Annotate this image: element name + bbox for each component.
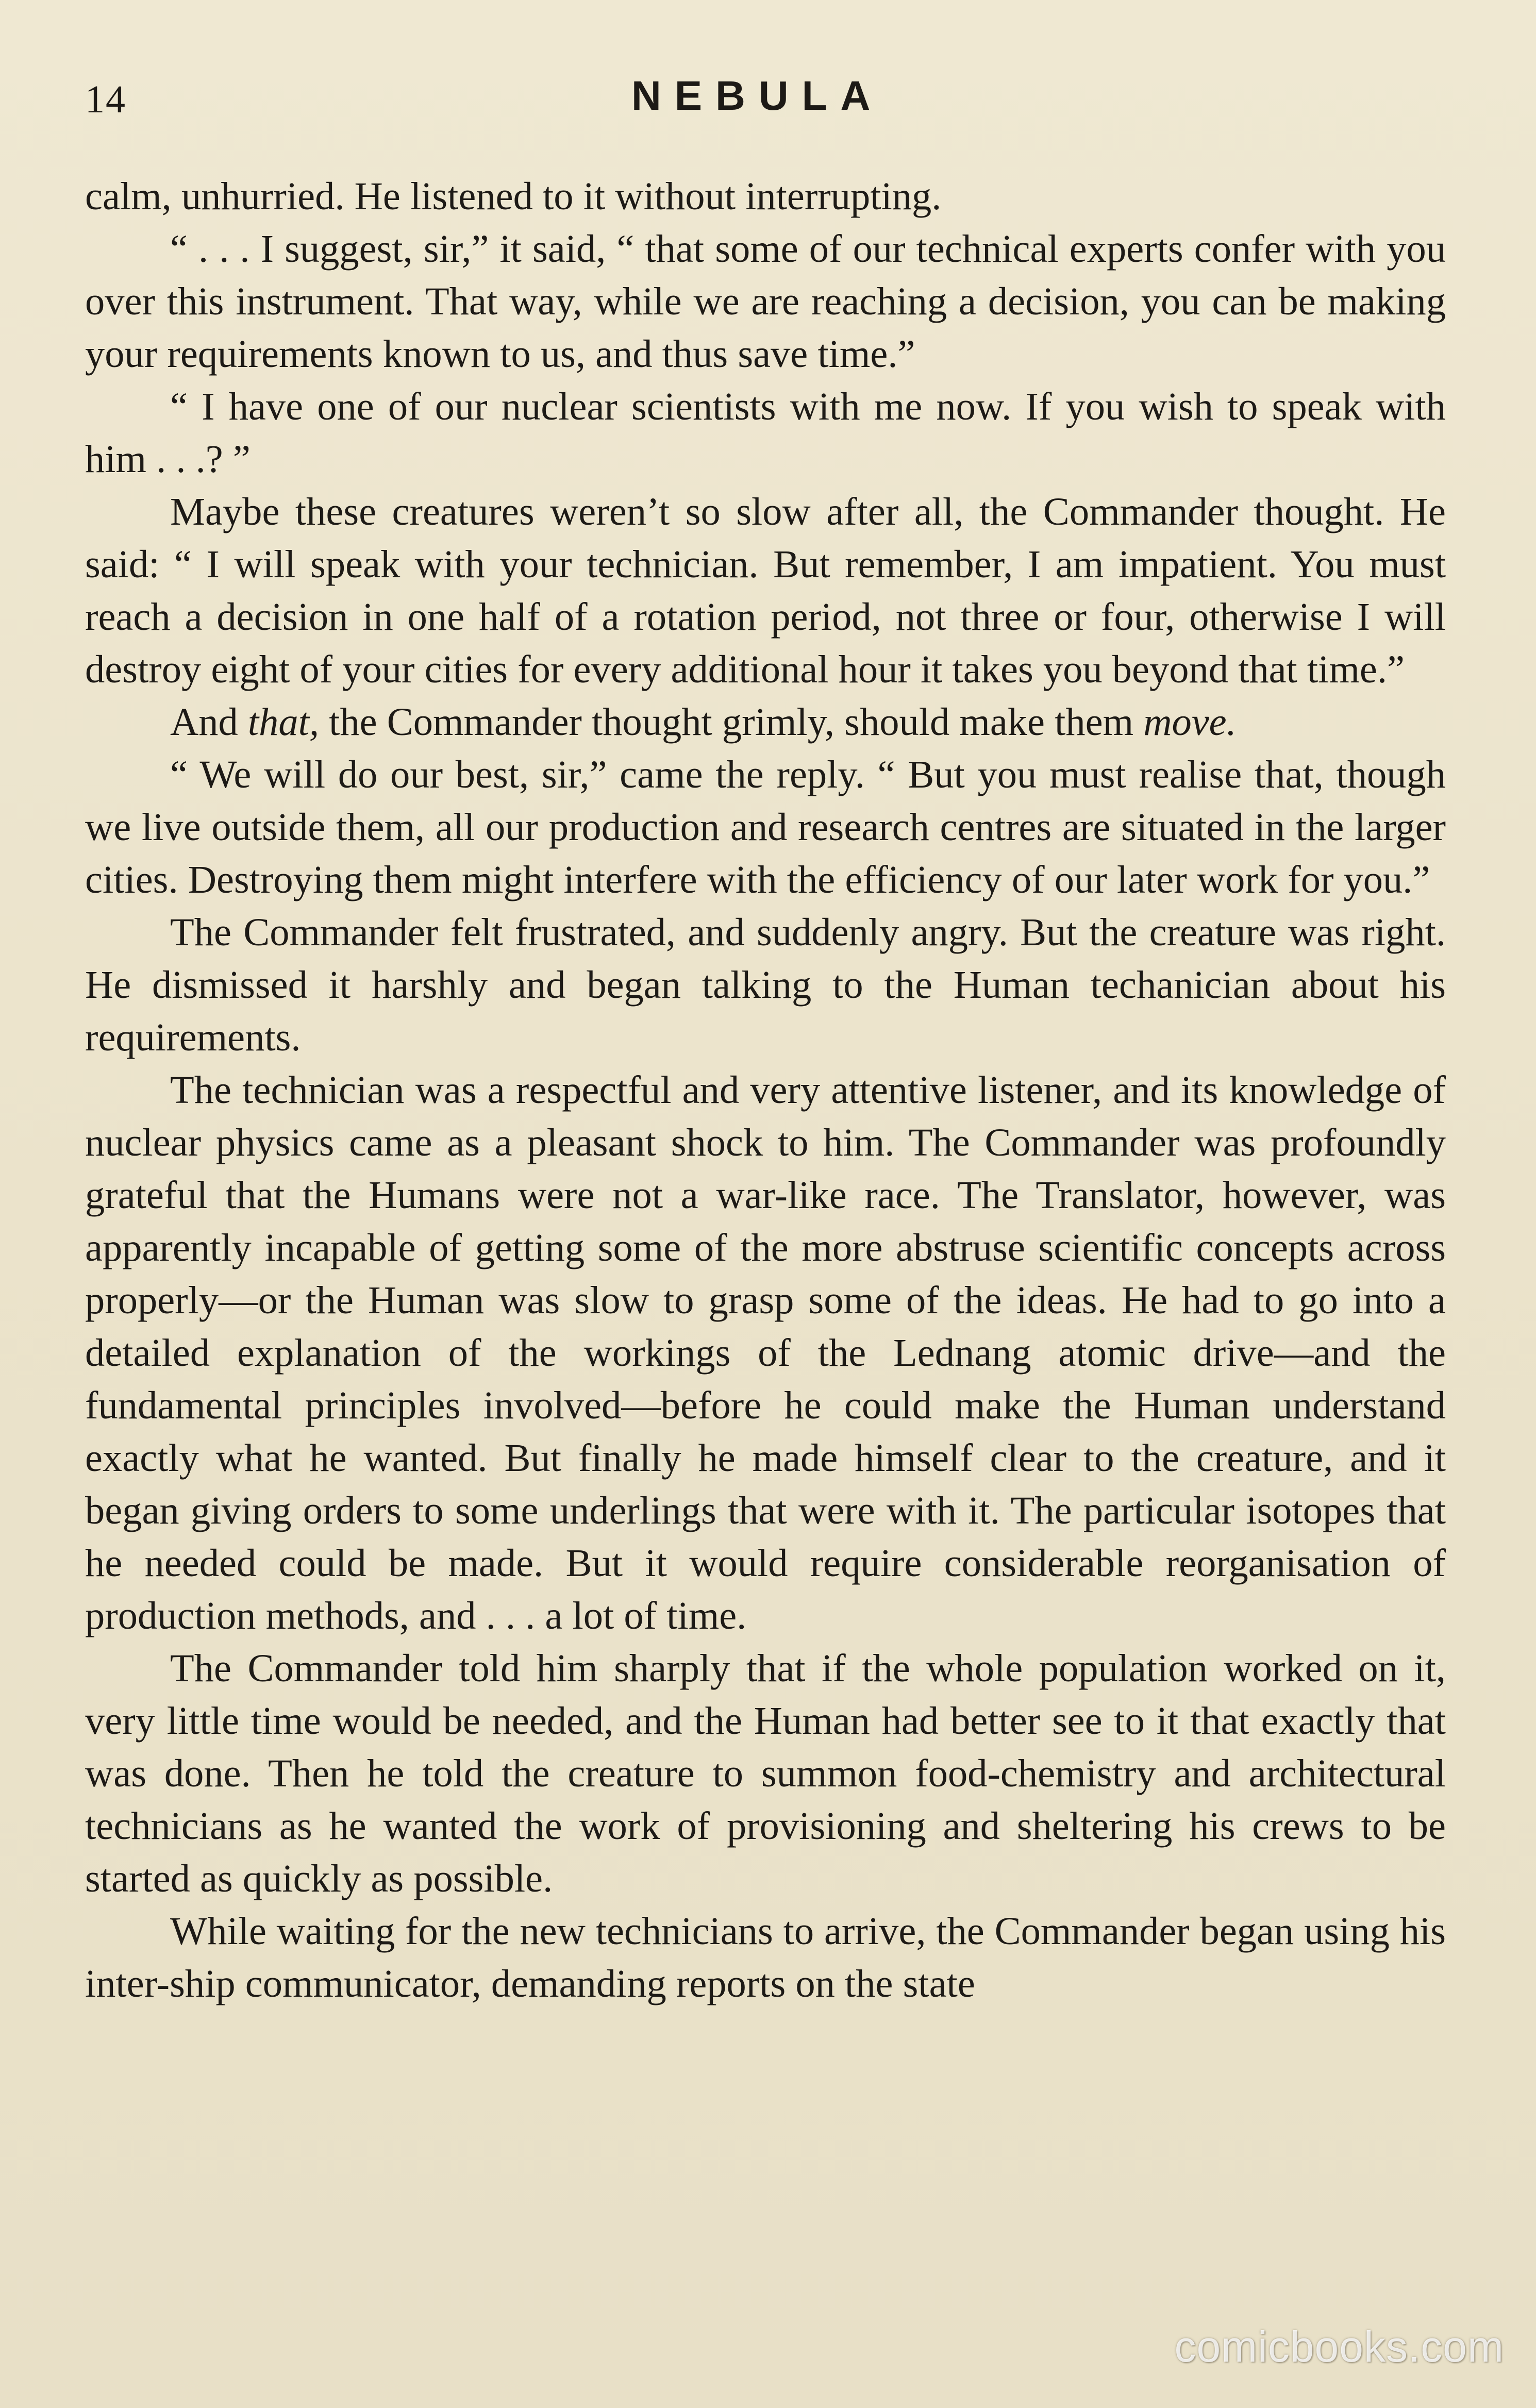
paragraph [85, 380, 1446, 486]
running-title: NEBULA [631, 73, 884, 119]
text-run: “ We will do our best, sir,” came the reply. “ But you must realise that, though we live outside them, all our production and research centres are situated in the larger cities. Destroying them might interfere with the efficiency of our later work for you.” [85, 752, 1446, 901]
story-text [85, 170, 1446, 2010]
text-run: The Commander told him sharply that if the whole population worked on it, very little time would be needed, and the Human had better see to it that exactly that was done. Then he told the creature to summon food-chemistry and architectural technicians as he wanted the work of provisioning and sheltering his crews to be started as quickly as possible. [85, 1646, 1446, 1900]
paragraph [85, 1905, 1446, 2010]
paragraph [85, 170, 1446, 223]
page-header [85, 72, 1446, 129]
text-run: The Commander felt frustrated, and suddenly angry. But the creature was right. He dismissed it harshly and began talking to the Human techanician about his requirements. [85, 910, 1446, 1059]
page-number: 14 [85, 78, 126, 121]
text-run: While waiting for the new technicians to arrive, the Commander began using his inter-ship communicator, demanding reports on the state [85, 1909, 1446, 2005]
italic-text: move. [1143, 700, 1237, 744]
paragraph [85, 1642, 1446, 1905]
paragraph [85, 223, 1446, 380]
paragraph [85, 696, 1446, 748]
text-run: the Commander thought grimly, should make them [319, 700, 1144, 744]
paragraph [85, 486, 1446, 696]
text-run: And [170, 700, 248, 744]
paragraph [85, 906, 1446, 1064]
paragraph [85, 1064, 1446, 1642]
text-run: The technician was a respectful and very attentive listener, and its knowledge of nuclear physics came as a pleasant shock to him. The Commander was profoundly grateful that the Humans were not a war-like race. The Translator, however, was apparently incapable of getting some of the more abstruse scientific concepts across properly—or the Human was slow to grasp some of the ideas. He had to go into a detailed explanation of the workings of the Lednang atomic drive—and the fundamental principles involved—before he could make the Human understand exactly what he wanted. But finally he made himself clear to the creature, and it began giving orders to some underlings that were with it. The particular isotopes that he needed could be made. But it would require considerable reorganisation of production methods, and . . . a lot of time. [85, 1068, 1446, 1637]
watermark: comicbooks.com [1174, 2322, 1504, 2371]
text-run: Maybe these creatures weren’t so slow after all, the Commander thought. He said: “ I will speak with your technician. But remember, I am impatient. You must reach a decision in one half of a rotation period, not three or four, otherwise I will destroy eight of your cities for every additional hour it takes you beyond that time.” [85, 490, 1446, 691]
paragraph [85, 748, 1446, 906]
italic-text: that, [247, 700, 320, 744]
text-run: “ . . . I suggest, sir,” it said, “ that some of our technical experts confer with you over this instrument. That way, while we are reaching a decision, you can be making your requirements known to us, and thus save time.” [85, 227, 1446, 376]
text-run: calm, unhurried. He listened to it without interrupting. [85, 174, 942, 218]
text-run: “ I have one of our nuclear scientists with me now. If you wish to speak with him . . .? ” [85, 384, 1446, 481]
